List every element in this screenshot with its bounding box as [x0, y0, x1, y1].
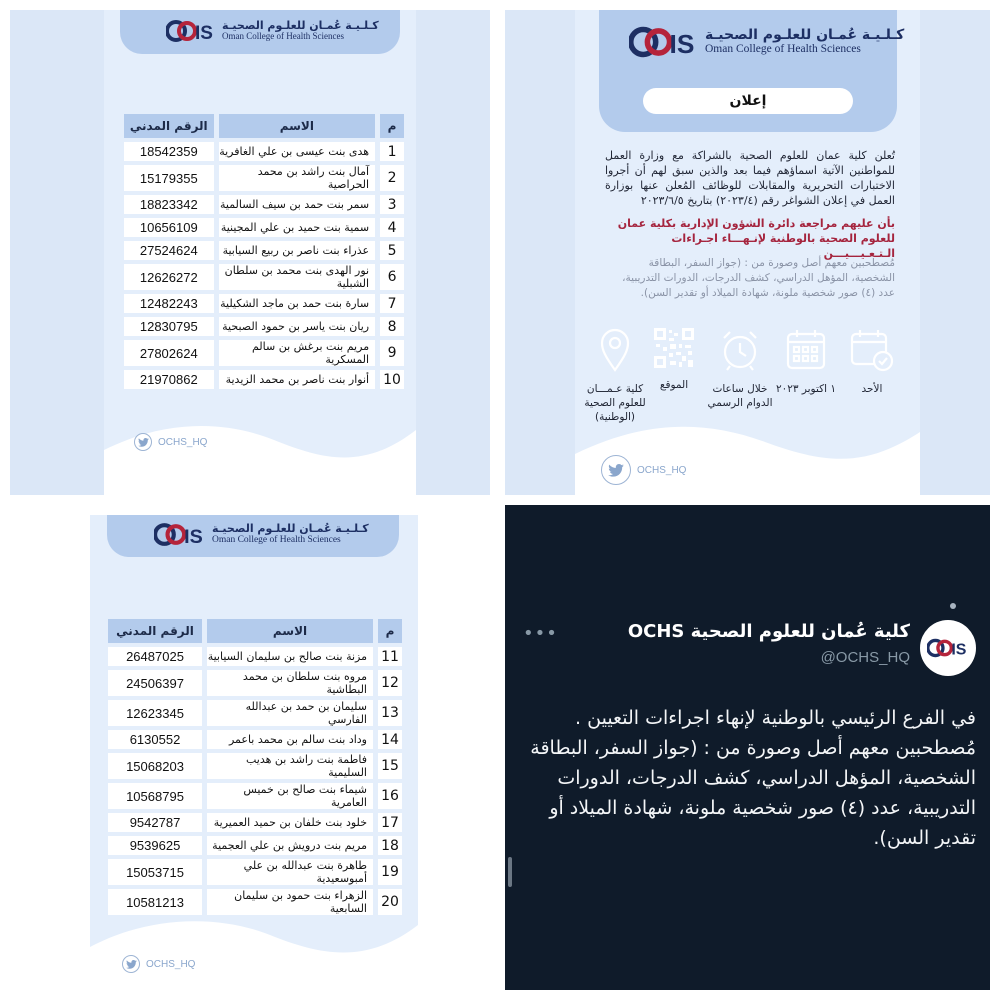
- logo-arabic-text: كـلـيـة عُمـان للعلـوم الصحيـة: [705, 26, 905, 43]
- ochs-logo-icon: [166, 18, 216, 44]
- row-civil-number: 18542359: [124, 142, 214, 161]
- info-venue-label: كلية عـمـــان للعلوم الصحية (الوطنية): [584, 383, 646, 423]
- row-name: مروه بنت سلطان بن محمد البطاشية: [207, 670, 373, 696]
- row-name: أنوار بنت ناصر بن محمد الزيدية: [219, 370, 376, 389]
- logo-arabic-text: كـلـيـة عُمـان للعلـوم الصحيـة: [222, 19, 379, 32]
- row-number: 1: [380, 142, 404, 161]
- row-number: 17: [378, 813, 402, 832]
- table-row: [108, 753, 402, 779]
- table-row: [124, 241, 404, 260]
- twitter-handle: [134, 433, 207, 451]
- table-row: [124, 294, 404, 313]
- row-number: 4: [380, 218, 404, 237]
- row-name: سمية بنت حميد بن علي المجينية: [219, 218, 376, 237]
- table-header-row: [124, 114, 404, 138]
- twitter-bird-icon: [601, 455, 631, 485]
- table-row: [108, 730, 402, 749]
- twitter-handle-text: OCHS_HQ: [158, 436, 208, 448]
- info-time-label: خلال ساعات الدوام الرسمي: [707, 383, 773, 409]
- row-name: مريم بنت درويش بن علي العجمية: [207, 836, 373, 855]
- twitter-bird-icon: [134, 433, 152, 451]
- row-civil-number: 12482243: [124, 294, 214, 313]
- table-row: [124, 218, 404, 237]
- twitter-handle: [601, 455, 686, 485]
- table-row: [124, 142, 404, 161]
- table-row: [124, 340, 404, 366]
- row-number: 10: [380, 370, 404, 389]
- row-name: آمال بنت راشد بن محمد الحراصية: [219, 165, 376, 191]
- ochs-logo-icon: [629, 24, 699, 60]
- announcement-instruction: بأن عليهم مراجعة دائرة الشؤون الإدارية بكلية عمان للعلوم الصحية بالوطنية لإنـهـــاء اجـراءات الـتـعـيـــيـــن: [617, 217, 895, 260]
- row-civil-number: 9542787: [108, 813, 202, 832]
- list-card-1: [104, 10, 416, 495]
- college-logo: [629, 24, 904, 60]
- svg-text:IS: IS: [184, 525, 203, 548]
- list-card-2: [90, 515, 418, 990]
- table-row: [124, 264, 404, 290]
- names-table-1: [119, 110, 409, 393]
- table-header-row: [108, 619, 402, 643]
- table-row: [108, 813, 402, 832]
- calendar-icon: [771, 328, 841, 372]
- row-name: الزهراء بنت حمود بن سليمان السابعية: [207, 889, 373, 915]
- row-civil-number: 9539625: [108, 836, 202, 855]
- col-name-header: الاسم: [219, 114, 376, 138]
- table-row: [108, 836, 402, 855]
- col-num-header: م: [378, 619, 402, 643]
- table-row: [108, 859, 402, 885]
- row-civil-number: 15068203: [108, 753, 202, 779]
- names-table-2: [103, 615, 407, 919]
- logo-arabic-text: كـلـيـة عُمـان للعلـوم الصحيـة: [212, 522, 369, 536]
- row-number: 7: [380, 294, 404, 313]
- row-civil-number: 10568795: [108, 783, 202, 809]
- row-civil-number: 12626272: [124, 264, 214, 290]
- more-options-icon[interactable]: •••: [523, 623, 558, 644]
- row-number: 13: [378, 700, 402, 726]
- tweet-author-handle[interactable]: @OCHS_HQ: [820, 649, 910, 666]
- table-row: [108, 647, 402, 666]
- row-number: 2: [380, 165, 404, 191]
- college-logo: [166, 18, 379, 44]
- row-name: ريان بنت ياسر بن حمود الصبحية: [219, 317, 376, 336]
- row-number: 6: [380, 264, 404, 290]
- verified-dot-icon: [950, 603, 956, 609]
- row-number: 12: [378, 670, 402, 696]
- row-number: 16: [378, 783, 402, 809]
- row-civil-number: 6130552: [108, 730, 202, 749]
- logo-english-text: Oman College of Health Sciences: [705, 43, 861, 56]
- row-number: 5: [380, 241, 404, 260]
- row-civil-number: 10656109: [124, 218, 214, 237]
- row-name: نور الهدى بنت محمد بن سلطان الشبلية: [219, 264, 376, 290]
- logo-english-text: Oman College of Health Sciences: [212, 535, 341, 546]
- col-num-header: م: [380, 114, 404, 138]
- svg-text:IS: IS: [195, 23, 213, 44]
- profile-avatar[interactable]: [920, 620, 976, 676]
- row-number: 20: [378, 889, 402, 915]
- info-location-label: الموقع: [659, 379, 689, 391]
- row-name: عذراء بنت ناصر بن ربيع السيابية: [219, 241, 376, 260]
- col-civil-header: الرقم المدني: [108, 619, 202, 643]
- tweet-author-name[interactable]: كلية عُمان للعلوم الصحية OCHS: [627, 621, 910, 642]
- announcement-page: [505, 10, 990, 495]
- bottom-wave: [104, 410, 416, 495]
- logo-english-text: Oman College of Health Sciences: [222, 31, 344, 42]
- row-name: خلود بنت خلفان بن حميد العميرية: [207, 813, 373, 832]
- table-row: [124, 195, 404, 214]
- ochs-logo-icon: [154, 521, 206, 548]
- row-name: شيماء بنت صالح بن خميس العامرية: [207, 783, 373, 809]
- row-number: 15: [378, 753, 402, 779]
- row-number: 9: [380, 340, 404, 366]
- table-row: [108, 670, 402, 696]
- row-name: مزنة بنت صالح بن سليمان السيابية: [207, 647, 373, 666]
- announcement-card: [575, 10, 920, 495]
- col-name-header: الاسم: [207, 619, 373, 643]
- row-number: 18: [378, 836, 402, 855]
- tweet-text: في الفرع الرئيسي بالوطنية لإنهاء اجراءات التعيين . مُصطحبين معهم أصل وصورة من : (جواز السفر، البطاقة الشخصية، المؤهل الدراسي، كشف الدرجات، الدورات التدريبية، عدد (٤) صور شخصية ملونة، شهادة الميلاد أو تقدير السن).: [530, 707, 976, 849]
- alarm-clock-icon: [703, 328, 777, 372]
- table-row: [108, 783, 402, 809]
- table-row: [124, 370, 404, 389]
- info-day: [837, 328, 907, 396]
- table-row: [124, 165, 404, 191]
- scrollbar-thumb[interactable]: [508, 857, 512, 887]
- twitter-handle-text: OCHS_HQ: [146, 958, 196, 970]
- row-civil-number: 27802624: [124, 340, 214, 366]
- twitter-handle: [122, 955, 195, 973]
- table-row: [108, 700, 402, 726]
- row-name: طاهرة بنت عبدالله بن علي أمبوسعيدية: [207, 859, 373, 885]
- twitter-handle-text: OCHS_HQ: [637, 464, 687, 476]
- row-civil-number: 12830795: [124, 317, 214, 336]
- row-civil-number: 15179355: [124, 165, 214, 191]
- tweet-card: [505, 505, 990, 990]
- row-civil-number: 10581213: [108, 889, 202, 915]
- row-civil-number: 21970862: [124, 370, 214, 389]
- row-number: 19: [378, 859, 402, 885]
- announcement-documents: مُصطحبين معهم أصل وصورة من : (جواز السفر، البطاقة الشخصية، المؤهل الدراسي، كشف الدرجات، الدورات التدريبية، عدد (٤) صور شخصية ملونة، شهادة الميلاد أو تقدير السن).: [622, 257, 895, 299]
- row-civil-number: 26487025: [108, 647, 202, 666]
- row-name: وداد بنت سالم بن محمد باعمر: [207, 730, 373, 749]
- row-civil-number: 12623345: [108, 700, 202, 726]
- row-name: هدى بنت عيسى بن علي الغافرية: [219, 142, 376, 161]
- row-civil-number: 15053715: [108, 859, 202, 885]
- college-logo: [154, 521, 369, 548]
- row-number: 11: [378, 647, 402, 666]
- row-name: مريم بنت برغش بن سالم المسكرية: [219, 340, 376, 366]
- row-civil-number: 18823342: [124, 195, 214, 214]
- info-day-label: الأحد: [861, 383, 883, 395]
- col-civil-header: الرقم المدني: [124, 114, 214, 138]
- info-date-label: ١ اكتوبر ٢٠٢٣: [775, 383, 837, 395]
- info-date: [771, 328, 841, 396]
- location-pin-icon: [579, 328, 651, 372]
- twitter-bird-icon: [122, 955, 140, 973]
- row-number: 14: [378, 730, 402, 749]
- info-time: [703, 328, 777, 410]
- row-number: 8: [380, 317, 404, 336]
- row-name: فاطمة بنت راشد بن هديب السليمية: [207, 753, 373, 779]
- calendar-check-icon: [837, 328, 907, 372]
- list-page-2: [10, 505, 490, 990]
- announcement-title: إعلان: [643, 88, 853, 114]
- row-civil-number: 24506397: [108, 670, 202, 696]
- row-name: سليمان بن حمد بن عبدالله الفارسي: [207, 700, 373, 726]
- table-row: [124, 317, 404, 336]
- row-civil-number: 27524624: [124, 241, 214, 260]
- bottom-wave: [90, 903, 418, 990]
- row-name: سارة بنت حمد بن ماجد الشكيلية: [219, 294, 376, 313]
- svg-text:IS: IS: [951, 641, 967, 659]
- announcement-body: تُعلن كلية عمان للعلوم الصحية بالشراكة مع وزارة العمل للمواطنين الآتية اسماؤهم فيما بعد والذين سبق لهم أن أجروا الاختبارات التحريرية والمقابلات للوظائف المُعلن عنها بوزارة العمل في إعلان الشواغر رقم (٢٠٢٣/٤) بتاريخ ٢٠٢٣/٦/٥: [605, 149, 895, 207]
- row-number: 3: [380, 195, 404, 214]
- list-page-1: [10, 10, 490, 495]
- svg-text:IS: IS: [669, 29, 695, 60]
- row-name: سمر بنت حمد بن سيف السالمية: [219, 195, 376, 214]
